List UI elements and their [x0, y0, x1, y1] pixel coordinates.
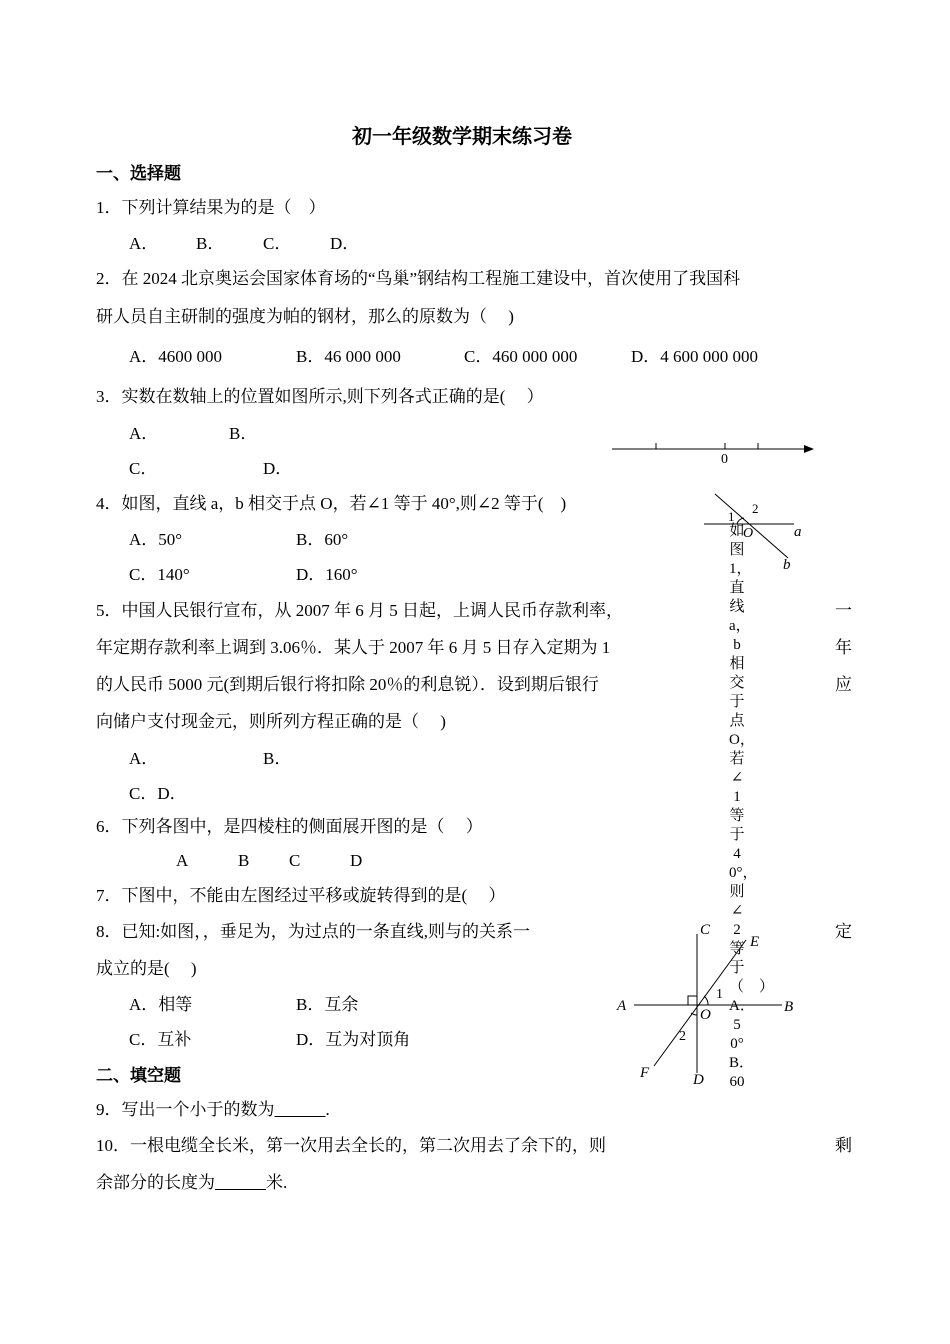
q8-line1: 8．已知:如图，，垂足为，为过点的一条直线,则与的关系一: [96, 922, 530, 941]
q3-option-d: D．: [263, 459, 293, 478]
q3-option-b: B．: [229, 424, 258, 443]
q6-option-c: C: [289, 851, 301, 870]
q7-stem: 7．下图中，不能由左图经过平移或旋转得到的是( ）: [96, 886, 506, 905]
section-choice-heading: 一、选择题: [96, 164, 181, 183]
q9-end: .: [325, 1100, 330, 1119]
q5-option-b: B．: [263, 749, 292, 768]
fig8-label-b: B: [784, 999, 794, 1015]
fig8-label-o: O: [700, 1007, 711, 1023]
line-ef: [654, 940, 746, 1066]
q4-option-c: C．140°: [129, 565, 190, 584]
q10-answer-blank[interactable]: [215, 1173, 266, 1192]
q8-line1-end: 定: [835, 922, 852, 941]
q5-option-cd: C．D．: [129, 784, 187, 803]
perpendicular-lines-figure: [612, 918, 802, 1090]
q10-line1-end: 剩: [835, 1136, 852, 1155]
fig4-label-o: O: [743, 526, 754, 541]
number-line-zero-label: 0: [721, 452, 728, 467]
q8-option-b: B．互余: [296, 995, 359, 1014]
fig8-label-d: D: [693, 1072, 704, 1088]
q3-stem: 3．实数在数轴上的位置如图所示,则下列各式正确的是( ）: [96, 387, 544, 406]
q10-row2: [96, 1173, 287, 1193]
q10-line2: 余部分的长度为: [96, 1173, 215, 1192]
q10-line1: 10．一根电缆全长米，第一次用去全长的，第二次用去了余下的，则: [96, 1136, 606, 1155]
q1-option-d: D．: [330, 234, 360, 253]
fig4-label-1: 1: [728, 509, 735, 524]
fig4-label-b: b: [783, 557, 791, 573]
fig8-label-c: C: [700, 922, 711, 938]
figure-caption-vertical-text: 如图1，直线a，b相交于点O，若∠1等于40°，则∠2等于（ ）A．50° B．60: [729, 523, 775, 1090]
q5-option-a: A．: [129, 749, 159, 768]
fig4-label-a: a: [794, 524, 802, 540]
fig8-label-a: A: [617, 998, 627, 1014]
right-angle-mark: [688, 996, 697, 1005]
q9-answer-blank[interactable]: [275, 1100, 326, 1119]
q6-option-a: A: [176, 851, 189, 870]
intersecting-lines-figure: [700, 490, 810, 572]
q8-option-a: A．相等: [129, 995, 193, 1014]
q3-option-a: A．: [129, 424, 159, 443]
q2-line2: 研人员自主研制的强度为帕的钢材，那么的原数为（ ): [96, 307, 514, 326]
q5-line4: 向储户支付现金元，则所列方程正确的是（ ): [96, 712, 446, 731]
q6-option-d: D: [350, 851, 363, 870]
q4-option-a: A．50°: [129, 530, 183, 549]
q8-option-c: C．互补: [129, 1030, 192, 1049]
q3-option-c: C．: [129, 459, 158, 478]
fig8-label-1: 1: [716, 987, 723, 1002]
q10-line2-end: 米.: [266, 1173, 288, 1192]
q2-option-c: C．460 000 000: [464, 347, 578, 366]
q6-stem: 6．下列各图中，是四棱柱的侧面展开图的是（ ）: [96, 817, 483, 836]
number-line-arrow: [804, 445, 814, 453]
q5-line2: 年定期存款利率上调到 3.06％．某人于 2007 年 6 月 5 日存入定期为 1: [96, 638, 611, 657]
q5-line3: 的人民币 5000 元(到期后银行将扣除 20％的利息锐）．设到期后银行: [96, 675, 599, 694]
q1-stem: 1．下列计算结果为的是（ ）: [96, 198, 326, 217]
section-fill-heading: 二、填空题: [96, 1066, 181, 1085]
q1-option-c: C．: [263, 234, 292, 253]
q8-line2: 成立的是( ): [96, 959, 197, 978]
q9-stem: 9．写出一个小于的数为: [96, 1100, 275, 1119]
q5-line1-end: 一: [835, 601, 852, 620]
page-title: 初一年级数学期末练习卷: [352, 126, 572, 148]
q5-line3-end: 应: [835, 675, 852, 694]
q2-line1: 2．在 2024 北京奥运会国家体育场的“鸟巢”钢结构工程施工建设中，首次使用了我国科: [96, 269, 741, 288]
q2-option-a: A．4600 000: [129, 347, 223, 366]
q2-option-b: B．46 000 000: [296, 347, 401, 366]
q1-option-a: A．: [129, 234, 159, 253]
q9-row: [96, 1100, 330, 1120]
q5-line2-end: 年: [835, 638, 852, 657]
fig8-label-f: F: [640, 1065, 650, 1081]
q8-option-d: D．互为对顶角: [296, 1030, 411, 1049]
number-line-figure: [610, 436, 820, 468]
q4-option-b: B．60°: [296, 530, 349, 549]
q1-option-b: B．: [196, 234, 225, 253]
q5-line1: 5．中国人民银行宣布，从 2007 年 6 月 5 日起，上调人民币存款利率，: [96, 601, 623, 620]
q4-option-d: D．160°: [296, 565, 358, 584]
fig8-label-2: 2: [679, 1029, 686, 1044]
fig4-label-2: 2: [752, 501, 759, 516]
q4-stem: 4．如图，直线 a，b 相交于点 O，若∠1 等于 40°,则∠2 等于( ): [96, 494, 567, 513]
fig8-label-e: E: [750, 934, 760, 950]
q2-option-d: D．4 600 000 000: [631, 347, 759, 366]
q6-option-b: B: [238, 851, 250, 870]
